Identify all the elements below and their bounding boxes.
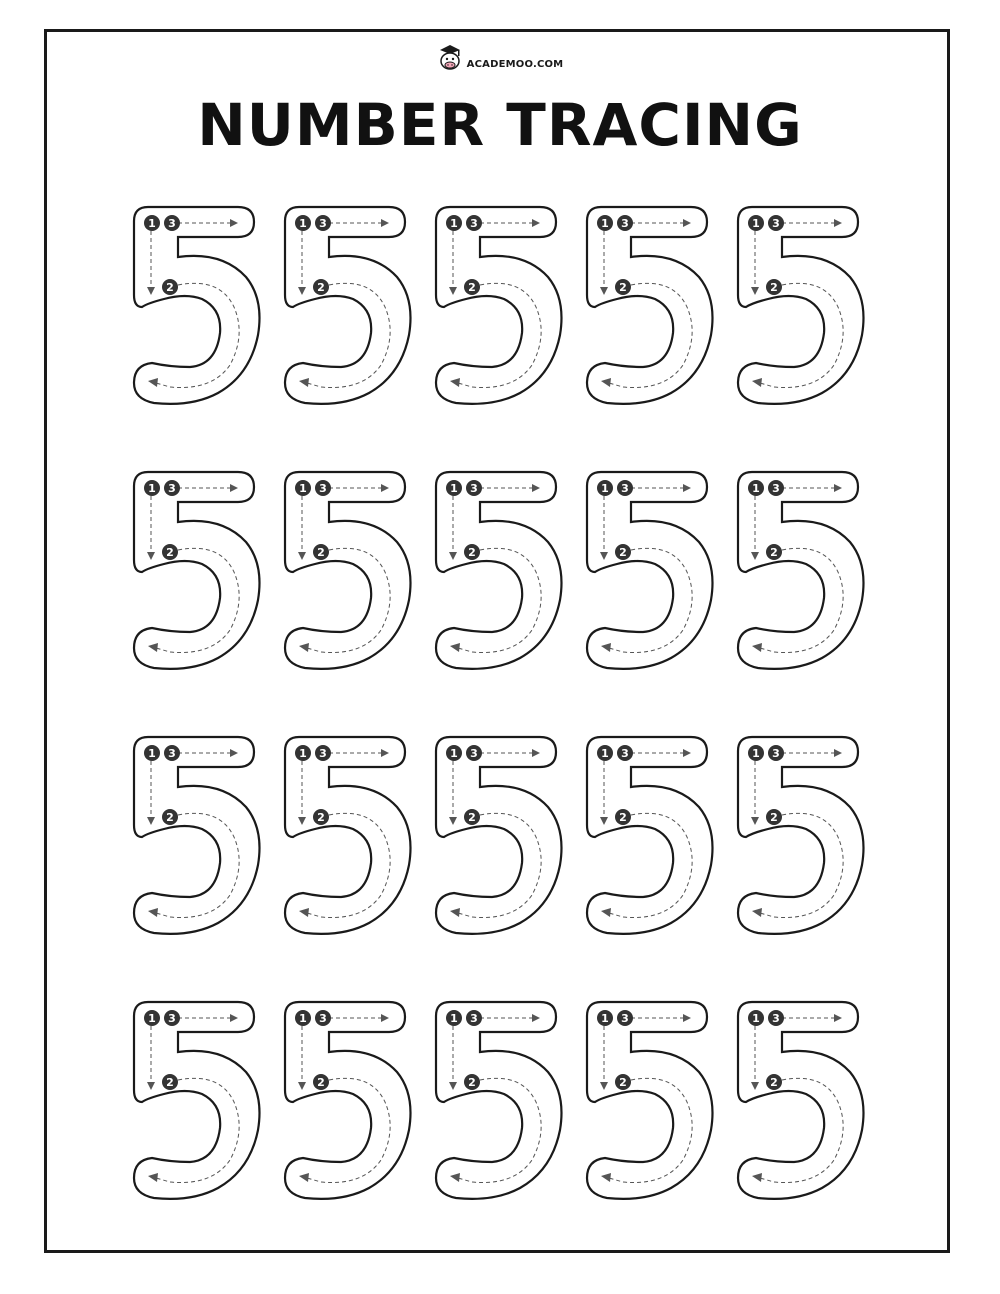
stroke-1-badge (446, 745, 462, 761)
stroke-3-badge (315, 745, 331, 761)
stroke-2-label: 2 (770, 811, 778, 824)
stroke-3-badge (164, 745, 180, 761)
brand-header (0, 42, 1000, 72)
stroke-3-badge (466, 1010, 482, 1026)
stroke-2-badge (162, 544, 178, 560)
stroke-3-badge (164, 215, 180, 231)
digit-five-outline (281, 733, 417, 939)
stroke-3-badge (315, 480, 331, 496)
tracing-digit (432, 468, 568, 674)
tracing-digit (281, 733, 417, 939)
digit-five-outline (130, 468, 266, 674)
tracing-digit (281, 468, 417, 674)
stroke-3-label: 3 (621, 482, 629, 495)
digit-five-outline (734, 468, 870, 674)
stroke-2-label: 2 (770, 546, 778, 559)
digit-five-outline (583, 468, 719, 674)
stroke-1-badge (748, 215, 764, 231)
stroke-3-label: 3 (470, 217, 478, 230)
tracing-digit (281, 998, 417, 1204)
stroke-3-label: 3 (470, 1012, 478, 1025)
stroke-1-badge (295, 480, 311, 496)
stroke-1-label: 1 (299, 217, 307, 230)
stroke-1-badge (748, 745, 764, 761)
tracing-digit (130, 733, 266, 939)
stroke-2-badge (615, 1074, 631, 1090)
stroke-2-label: 2 (166, 811, 174, 824)
stroke-2-label: 2 (317, 1076, 325, 1089)
stroke-2-label: 2 (468, 811, 476, 824)
stroke-1-label: 1 (450, 217, 458, 230)
tracing-digit (734, 203, 870, 409)
stroke-3-label: 3 (168, 217, 176, 230)
stroke-3-badge (466, 480, 482, 496)
stroke-1-label: 1 (299, 1012, 307, 1025)
digit-five-outline (130, 998, 266, 1204)
stroke-2-badge (313, 544, 329, 560)
digit-five-outline (583, 998, 719, 1204)
stroke-3-label: 3 (772, 747, 780, 760)
tracing-digit (583, 733, 719, 939)
page-title: NUMBER TRACING (197, 91, 803, 159)
stroke-1-badge (144, 215, 160, 231)
digit-five-outline (281, 203, 417, 409)
tracing-digit (583, 203, 719, 409)
stroke-3-label: 3 (168, 747, 176, 760)
stroke-3-badge (617, 480, 633, 496)
tracing-grid (130, 203, 875, 1204)
stroke-3-badge (768, 745, 784, 761)
stroke-3-label: 3 (168, 1012, 176, 1025)
stroke-2-label: 2 (468, 1076, 476, 1089)
stroke-3-badge (768, 1010, 784, 1026)
tracing-digit (583, 998, 719, 1204)
stroke-1-badge (446, 215, 462, 231)
stroke-1-label: 1 (752, 217, 760, 230)
stroke-1-label: 1 (299, 482, 307, 495)
stroke-2-label: 2 (619, 811, 627, 824)
stroke-2-label: 2 (317, 281, 325, 294)
stroke-1-badge (144, 480, 160, 496)
stroke-1-label: 1 (148, 482, 156, 495)
tracing-digit (432, 733, 568, 939)
digit-five-outline (281, 468, 417, 674)
stroke-1-badge (597, 215, 613, 231)
stroke-2-label: 2 (166, 1076, 174, 1089)
stroke-3-label: 3 (319, 747, 327, 760)
stroke-1-label: 1 (450, 1012, 458, 1025)
stroke-3-label: 3 (168, 482, 176, 495)
stroke-1-badge (295, 1010, 311, 1026)
stroke-3-badge (164, 480, 180, 496)
stroke-3-label: 3 (621, 747, 629, 760)
tracing-digit (281, 203, 417, 409)
stroke-1-label: 1 (601, 1012, 609, 1025)
stroke-3-badge (617, 1010, 633, 1026)
stroke-1-badge (295, 215, 311, 231)
digit-five-outline (583, 203, 719, 409)
stroke-2-badge (766, 809, 782, 825)
stroke-3-badge (164, 1010, 180, 1026)
tracing-digit (130, 203, 266, 409)
stroke-2-badge (766, 1074, 782, 1090)
digit-five-outline (734, 998, 870, 1204)
tracing-digit (734, 998, 870, 1204)
stroke-3-label: 3 (621, 217, 629, 230)
stroke-3-badge (315, 1010, 331, 1026)
stroke-2-label: 2 (770, 1076, 778, 1089)
stroke-2-badge (162, 279, 178, 295)
stroke-2-badge (766, 279, 782, 295)
tracing-digit (734, 733, 870, 939)
stroke-3-label: 3 (470, 482, 478, 495)
stroke-3-badge (466, 745, 482, 761)
tracing-digit (432, 998, 568, 1204)
stroke-1-label: 1 (752, 482, 760, 495)
stroke-2-badge (162, 809, 178, 825)
tracing-digit (734, 468, 870, 674)
cow-graduate-icon (437, 42, 463, 72)
stroke-2-label: 2 (166, 281, 174, 294)
stroke-1-badge (597, 745, 613, 761)
stroke-1-badge (144, 745, 160, 761)
tracing-digit (130, 468, 266, 674)
stroke-2-label: 2 (619, 546, 627, 559)
stroke-2-label: 2 (619, 1076, 627, 1089)
digit-five-outline (432, 733, 568, 939)
stroke-2-badge (615, 809, 631, 825)
stroke-2-badge (615, 544, 631, 560)
digit-five-outline (432, 203, 568, 409)
stroke-1-badge (446, 1010, 462, 1026)
stroke-3-label: 3 (621, 1012, 629, 1025)
stroke-3-badge (466, 215, 482, 231)
stroke-2-badge (615, 279, 631, 295)
stroke-1-label: 1 (450, 482, 458, 495)
stroke-1-badge (597, 1010, 613, 1026)
stroke-2-label: 2 (468, 281, 476, 294)
tracing-digit (130, 998, 266, 1204)
stroke-3-badge (617, 745, 633, 761)
digit-five-outline (432, 468, 568, 674)
stroke-2-label: 2 (317, 546, 325, 559)
digit-five-outline (281, 998, 417, 1204)
stroke-1-label: 1 (601, 217, 609, 230)
stroke-1-badge (748, 1010, 764, 1026)
digit-five-outline (130, 733, 266, 939)
stroke-3-label: 3 (772, 217, 780, 230)
stroke-3-badge (768, 215, 784, 231)
stroke-3-badge (617, 215, 633, 231)
stroke-2-badge (766, 544, 782, 560)
stroke-1-badge (144, 1010, 160, 1026)
stroke-1-badge (597, 480, 613, 496)
stroke-2-label: 2 (770, 281, 778, 294)
stroke-2-label: 2 (619, 281, 627, 294)
stroke-2-badge (313, 279, 329, 295)
digit-five-outline (583, 733, 719, 939)
stroke-2-label: 2 (468, 546, 476, 559)
stroke-2-label: 2 (317, 811, 325, 824)
tracing-digit (583, 468, 719, 674)
stroke-3-label: 3 (319, 1012, 327, 1025)
stroke-1-label: 1 (450, 747, 458, 760)
digit-five-outline (130, 203, 266, 409)
stroke-3-label: 3 (470, 747, 478, 760)
stroke-1-label: 1 (752, 747, 760, 760)
stroke-1-badge (748, 480, 764, 496)
stroke-2-badge (464, 544, 480, 560)
stroke-1-label: 1 (148, 1012, 156, 1025)
brand-name: ACADEMOO.COM (466, 58, 564, 70)
stroke-1-label: 1 (299, 747, 307, 760)
digit-five-outline (432, 998, 568, 1204)
stroke-1-badge (295, 745, 311, 761)
stroke-3-label: 3 (319, 482, 327, 495)
stroke-3-badge (315, 215, 331, 231)
stroke-1-badge (446, 480, 462, 496)
stroke-2-badge (464, 279, 480, 295)
stroke-2-label: 2 (166, 546, 174, 559)
digit-five-outline (734, 203, 870, 409)
tracing-digit (432, 203, 568, 409)
stroke-1-label: 1 (601, 747, 609, 760)
stroke-1-label: 1 (148, 747, 156, 760)
stroke-2-badge (313, 809, 329, 825)
stroke-3-label: 3 (319, 217, 327, 230)
stroke-3-label: 3 (772, 482, 780, 495)
stroke-2-badge (313, 1074, 329, 1090)
stroke-1-label: 1 (148, 217, 156, 230)
stroke-1-label: 1 (601, 482, 609, 495)
stroke-1-label: 1 (752, 1012, 760, 1025)
stroke-3-label: 3 (772, 1012, 780, 1025)
stroke-2-badge (464, 1074, 480, 1090)
stroke-3-badge (768, 480, 784, 496)
stroke-2-badge (162, 1074, 178, 1090)
stroke-2-badge (464, 809, 480, 825)
digit-five-outline (734, 733, 870, 939)
